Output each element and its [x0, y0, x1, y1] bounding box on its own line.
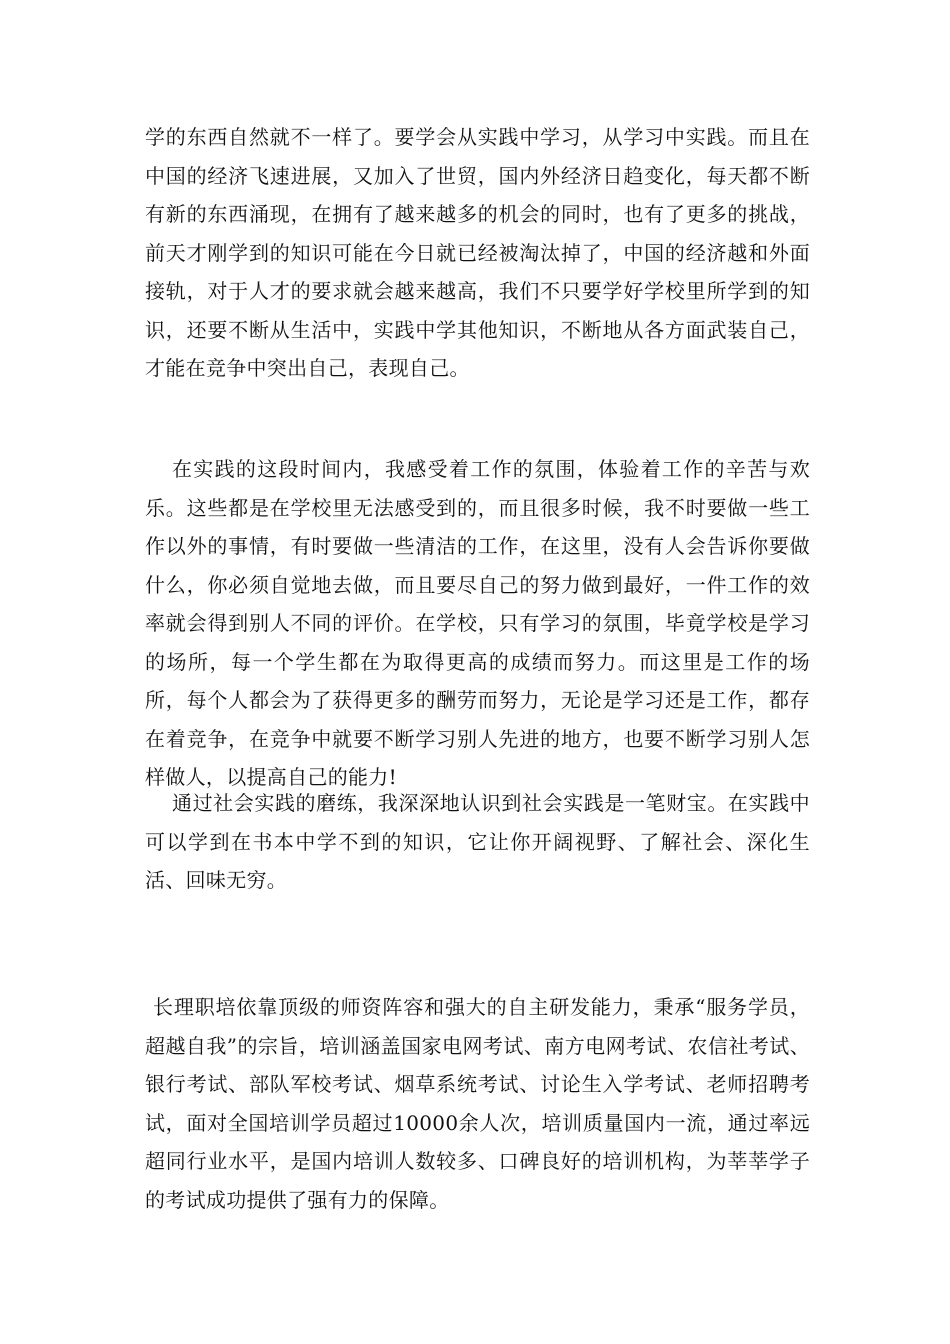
paragraph-4: 长理职培依靠顶级的师资阵容和强大的自主研发能力，秉承“服务学员，超越自我”的宗旨，培训涵盖国家电网考试、南方电网考试、农信社考试、银行考试、部队军校考试、烟草系统考试、讨论生入学考试、老师招聘考试，面对全国培训学员超过10000余人次，培训质量国内一流，通过率远超同行业水平，是国内培训人数较多、口碑良好的培训机构，为莘莘学子的考试成功提供了强有力的保障。	[145, 995, 810, 1212]
paragraph-2: 在实践的这段时间内，我感受着工作的氛围，体验着工作的辛苦与欢乐。这些都是在学校里无法感受到的，而且很多时候，我不时要做一些工作以外的事情，有时要做一些清洁的工作，在这里，没有人会告诉你要做什么，你必须自觉地去做，而且要尽自己的努力做到最好，一件工作的效率就会得到别人不同的评价。在学校，只有学习的氛围，毕竟学校是学习的场所，每一个学生都在为取得更高的成绩而努力。而这里是工作的场所，每个人都会为了获得更多的酬劳而努力，无论是学习还是工作，都存在着竞争，在竞争中就要不断学习别人先进的地方，也要不断学习别人怎样做人，以提高自己的能力!	[145, 457, 810, 789]
paragraph-1: 学的东西自然就不一样了。要学会从实践中学习，从学习中实践。而且在中国的经济飞速进展，又加入了世贸，国内外经济日趋变化，每天都不断有新的东西涌现，在拥有了越来越多的机会的同时，也有了更多的挑战，前天才刚学到的知识可能在今日就已经被淘汰掉了，中国的经济越和外面接轨，对于人才的要求就会越来越高，我们不只要学好学校里所学到的知识，还要不断从生活中，实践中学其他知识，不断地从各方面武装自己，才能在竞争中突出自己，表现自己。	[145, 125, 810, 380]
paragraph-3: 通过社会实践的磨练，我深深地认识到社会实践是一笔财宝。在实践中可以学到在书本中学不到的知识，它让你开阔视野、了解社会、深化生活、回味无穷。	[145, 791, 810, 892]
